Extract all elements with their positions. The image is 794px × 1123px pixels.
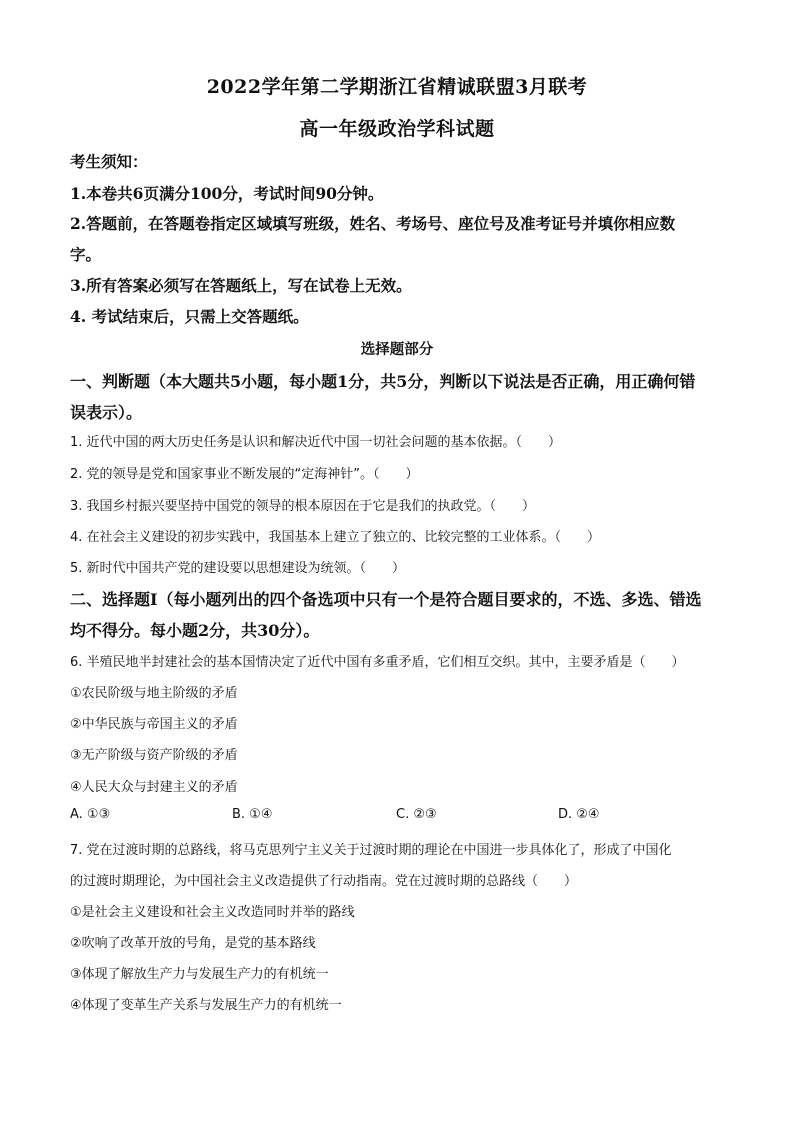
question-7-stem: 7. 党在过渡时期的总路线，将马克思列宁主义关于过渡时期的理论在中国进一步具体化了，形成了中国化 [70,843,672,858]
question-6-item-3: ③无产阶级与资产阶级的矛盾 [70,748,238,763]
part2-heading: 二、选择题Ⅰ（每小题列出的四个备选项中只有一个是符合题目要求的，不选、多选、错选 [70,590,702,609]
notice-item-3: 3.所有答案必须写在答题纸上，写在试卷上无效。 [70,276,412,295]
part1-heading-cont: 误表示）。 [70,403,143,422]
question-6-item-2: ②中华民族与帝国主义的矛盾 [70,717,238,732]
question-7-item-3: ③体现了解放生产力与发展生产力的有机统一 [70,967,329,982]
notice-item-4: 4. 考试结束后，只需上交答题纸。 [70,307,309,326]
notice-item-1: 1.本卷共6页满分100分，考试时间90分钟。 [70,184,384,203]
question-2: 2. 党的领导是党和国家事业不断发展的“定海神针”。（ ） [70,467,419,482]
section-label: 选择题部分 [360,341,434,358]
question-6-item-1: ①农民阶级与地主阶级的矛盾 [70,686,238,701]
question-6-option-a: A. ①③ [70,807,111,822]
question-7-item-1: ①是社会主义建设和社会主义改造同时并举的路线 [70,905,355,920]
question-3: 3. 我国乡村振兴要坚持中国党的领导的根本原因在于它是我们的执政党。（ ） [70,499,536,514]
question-7-stem-cont: 的过渡时期理论，为中国社会主义改造提供了行动指南。党在过渡时期的总路线（ ） [70,874,578,889]
question-6-option-b: B. ①④ [232,807,273,822]
part1-heading: 一、判断题（本大题共5小题，每小题1分，共5分，判断以下说法是否正确，用正确何错 [70,372,696,391]
question-7-item-4: ④体现了变革生产关系与发展生产力的有机统一 [70,998,342,1013]
question-6-stem: 6. 半殖民地半封建社会的基本国情决定了近代中国有多重矛盾，它们相互交织。其中，主要矛盾是（ ） [70,655,685,670]
notice-item-2: 2.答题前，在答题卷指定区域填写班级，姓名、考场号、座位号及准考证号并填你相应数 [70,214,676,233]
question-1: 1. 近代中国的两大历史任务是认识和解决近代中国一切社会问题的基本依据。（ ） [70,435,562,450]
question-6-option-d: D. ②④ [558,807,600,822]
part2-heading-cont: 均不得分。每小题2分，共30分）。 [70,621,320,640]
question-7-item-2: ②吹响了改革开放的号角，是党的基本路线 [70,936,316,951]
question-5: 5. 新时代中国共产党的建设要以思想建设为统领。（ ） [70,561,406,576]
exam-title: 2022学年第二学期浙江省精诚联盟3月联考 [206,76,588,98]
notice-item-2-cont: 字。 [70,245,102,264]
question-4: 4. 在社会主义建设的初步实践中，我国基本上建立了独立的、比较完整的工业体系。（ ） [70,530,601,545]
question-6-item-4: ④人民大众与封建主义的矛盾 [70,780,238,795]
question-6-option-c: C. ②③ [396,807,437,822]
notice-heading: 考生须知： [70,152,148,171]
exam-subtitle: 高一年级政治学科试题 [299,118,495,140]
